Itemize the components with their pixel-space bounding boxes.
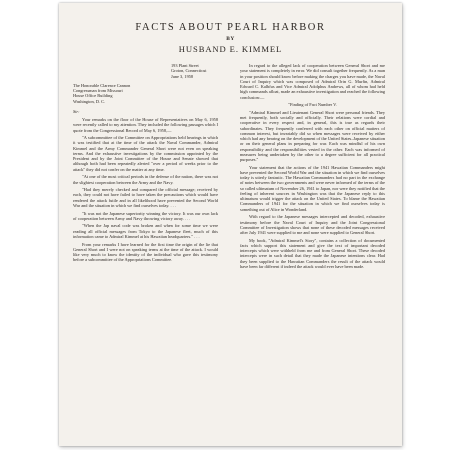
recipient-address xyxy=(73,83,218,104)
paragraph: "A subcommittee of the Committee on Appropriations held hearings in which it was testified that at the time of the attack the Naval Commander, Admiral Kimmel and the Army Commander General Short were not even on speaking terms. And the exhaustive investigations by the commission appointed by the President and by the Joint Committee of the House and Senate showed that although both had been repeatedly alerted "over a period of weeks prior to the attack" they did not confer on the matter at any time. xyxy=(73,135,218,172)
paragraph: My book, "Admiral Kimmel's Story", contains a collection of documented facts which support this statement and give the text of important decoded intercepts which were withheld from me and from General Short. These decoded intercepts were in such detail that they made the Japanese intentions clear. Had they been supplied to the Hawaiian Commanders the result of the attack would have been far different if indeed the attack would ever have been made. xyxy=(240,237,385,269)
paragraph: Your remarks on the floor of the House of Representatives on May 6, 1958 were recently called to my attention. They included the following passages which I quote from the Congressional Record of May 6, 1958,— xyxy=(73,117,218,133)
recipient-city: Washington, D. C. xyxy=(73,98,106,104)
paragraph: Your statement that the actions of the 1941 Hawaiian Commanders might have prevented the Second World War and the situation in which we find ourselves today is utterly fantastic. The Hawaiian Commanders had no part in the exchange of notes between the two governments and were never informed of the terms of the so called ultimatum of November 26, 1941 to Japan, nor were they notified that the feeling of inherent sources in Washington was that the Japanese reply to this ultimatum would trigger the attack on the United States. To blame the Hawaiian Commanders of 1941 for the situation in which we find ourselves today is something out of Alice in Wonderland. xyxy=(240,164,385,212)
author-name: HUSBAND E. KIMMEL xyxy=(178,44,283,54)
sender-street: 193 Plant Street xyxy=(171,63,199,68)
paragraph: "It was not the Japanese superiority winning the victory. It was our own lack of cooperation between Army and Navy throwing victory away. . . . xyxy=(73,210,218,221)
finding-heading: "Finding of Fact Number V. xyxy=(288,102,337,108)
paragraph: "When the Jap naval code was broken and when for some time we were reading all official messages from Tokyo to the Japanese fleet, much of this information came to Admiral Kimmel at his Hawaiian headquarters." . . . xyxy=(73,223,218,239)
recipient-title: Congressman from Missouri xyxy=(73,88,123,93)
paragraph: In regard to the alleged lack of cooperation between General Short and me your statement is completely in error. We did consult together frequently. As a man in your position should know before making the charges you have made, the Naval Court of Inquiry which was composed of Admiral Orin G. Murfin, Admiral Edward C. Kalbfus and Vice Admiral Adolphus Andrews, all of whom had held high commands afloat, made an exhaustive investigation and reached the following conclusion:— xyxy=(240,63,385,100)
paragraph: From your remarks I have learned for the first time the origin of the lie that General Short and I were not on speaking terms at the time of the attack. I would like very much to know the identity of the individual who gave this testimony before a subcommittee of the Appropriations Committee. xyxy=(73,241,218,263)
document-page xyxy=(59,3,402,446)
salutation: Sir: xyxy=(73,108,80,114)
left-column xyxy=(73,63,218,441)
letter-date: June 3, 1958 xyxy=(171,73,194,79)
paragraph: With regard to the Japanese messages intercepted and decoded, exhaustive testimony before the Naval Court of Inquiry and the Joint Congressional Committee of Investigation shows that none of these decoded messages received after July 1941 were supplied to me and none were supplied to General Short. xyxy=(240,214,385,236)
paragraph: "Had they merely checked and compared the official message; received by each, they could not have failed to have taken the precautions which would have rendered the attack futile and in all likelihood have prevented the Second World War and the situation in which we find ourselves today. . . . xyxy=(73,187,218,208)
byline-label: BY xyxy=(226,36,235,42)
recipient-name: The Honorable Clarence Cannon xyxy=(73,82,131,88)
recipient-building: House Office Building xyxy=(73,93,113,99)
right-column xyxy=(240,63,385,441)
paragraph: "Admiral Kimmel and Lieutenant General Short were personal friends. They met frequently, both socially and officially. Their relations were cordial and cooperative in every respect and, in general, this is true as regards their subordinates. They frequently conferred with each other on official matters of common interest, but invariably did so when messages were received by either which had any bearing on the development of the United States–Japanese situation or on their general plans in preparing for war. Each was mindful of his own responsibility and the responsibilities vested in the other. Each was informed of measures being undertaken by the other to a degree sufficient for all practical purposes." xyxy=(240,109,385,163)
paragraph: "At one of the most critical periods in the defense of the nation, there was not the slightest cooperation between the Army and the Navy. xyxy=(73,174,218,185)
document-title: FACTS ABOUT PEARL HARBOR xyxy=(135,22,326,33)
sender-city: Groton, Connecticut xyxy=(171,68,207,74)
sender-address xyxy=(171,63,218,79)
